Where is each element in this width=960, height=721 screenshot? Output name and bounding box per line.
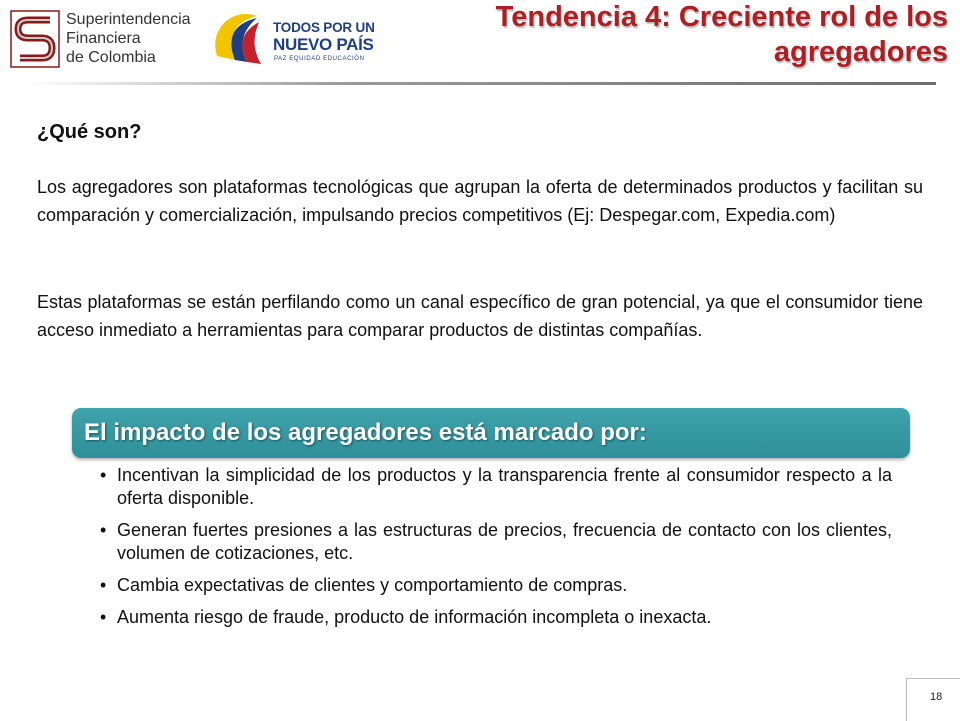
list-item: • Cambia expectativas de clientes y comportamiento de compras. (100, 574, 892, 597)
title-divider (26, 82, 936, 85)
org-name-line3: de Colombia (66, 49, 156, 66)
superintendencia-name (66, 10, 191, 67)
potential-paragraph: Estas plataformas se están perfilando como un canal específico de gran potencial, ya que el consumidor tiene acceso inmediato a herramientas para comparar productos de distintas compañías. (37, 292, 923, 340)
slide-title-line1: Tendencia 4: Creciente rol de los (495, 1, 948, 33)
section-heading: ¿Qué son? (37, 121, 142, 143)
gov-logo-line1: TODOS POR UN (273, 20, 375, 35)
impact-banner-text: El impacto de los agregadores está marcado por: (84, 419, 647, 446)
slide-title-line2: agregadores (773, 36, 948, 68)
gov-logo-tagline: PAZ EQUIDAD EDUCACIÓN (274, 56, 365, 62)
list-item: • Aumenta riesgo de fraude, producto de información incompleta o inexacta. (100, 606, 892, 629)
superintendencia-logo (10, 8, 190, 70)
superintendencia-emblem-icon (10, 10, 62, 68)
list-item: • Incentivan la simplicidad de los productos y la transparencia frente al consumidor respecto a la oferta disponible. (100, 464, 892, 510)
org-name-line2: Financiera (66, 30, 141, 47)
todos-por-un-nuevo-pais-logo (205, 6, 375, 70)
gov-logo-line2: NUEVO PAÍS (273, 35, 374, 54)
list-item: • Generan fuertes presiones a las estructuras de precios, frecuencia de contacto con los clientes, volumen de cotizaciones, etc. (100, 519, 892, 565)
org-name-line1: Superintendencia (66, 11, 191, 28)
page-number: 18 (930, 691, 943, 703)
slide-title (388, 0, 948, 70)
colombia-flag-swirl-icon (205, 6, 269, 70)
impact-bullet-list (100, 464, 892, 638)
definition-paragraph: Los agregadores son plataformas tecnológicas que agrupan la oferta de determinados productos y facilitan su comparación y comercialización, impulsando precios competitivos (Ej: Despegar.com, Expedia.com) (37, 177, 923, 225)
impact-banner (72, 408, 910, 458)
